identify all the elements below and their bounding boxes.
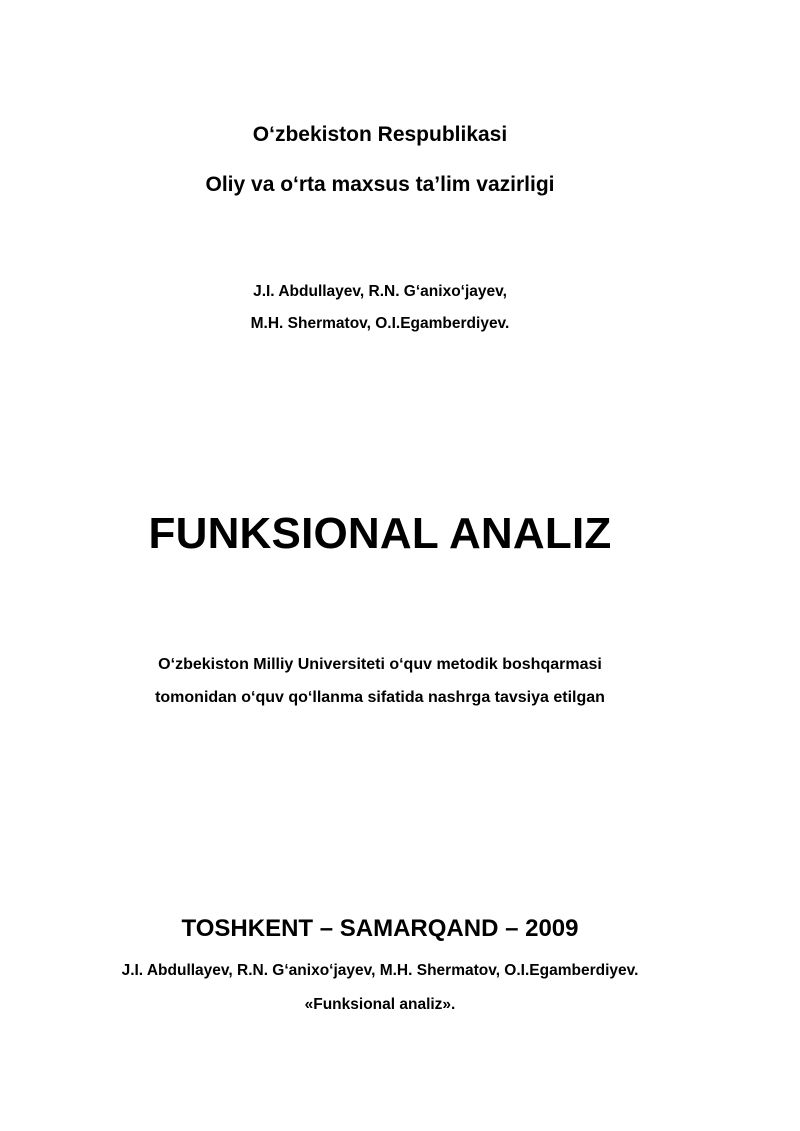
citation-title: «Funksional analiz». (304, 996, 456, 1013)
ministry-name: Oliy va o‘rta maxsus ta’lim vazirligi (205, 173, 555, 196)
citation-authors: J.I. Abdullayev, R.N. G‘anixo‘jayev, M.H. Shermatov, O.I.Egamberdiyev. (121, 962, 639, 979)
country-name: O‘zbekiston Respublikasi (252, 123, 508, 146)
authors-line-2: M.H. Shermatov, O.I.Egamberdiyev. (250, 315, 510, 332)
imprint-line: TOSHKENT – SAMARQAND – 2009 (181, 915, 579, 942)
recommendation-line-2: tomonidan o‘quv qo‘llanma sifatida nashrga tavsiya etilgan (155, 689, 605, 706)
authors-line-1: J.I. Abdullayev, R.N. G‘anixo‘jayev, (253, 283, 507, 300)
recommendation-line-1: O‘zbekiston Milliy Universiteti o‘quv metodik boshqarmasi (158, 656, 602, 673)
book-title: FUNKSIONAL ANALIZ (148, 509, 612, 558)
